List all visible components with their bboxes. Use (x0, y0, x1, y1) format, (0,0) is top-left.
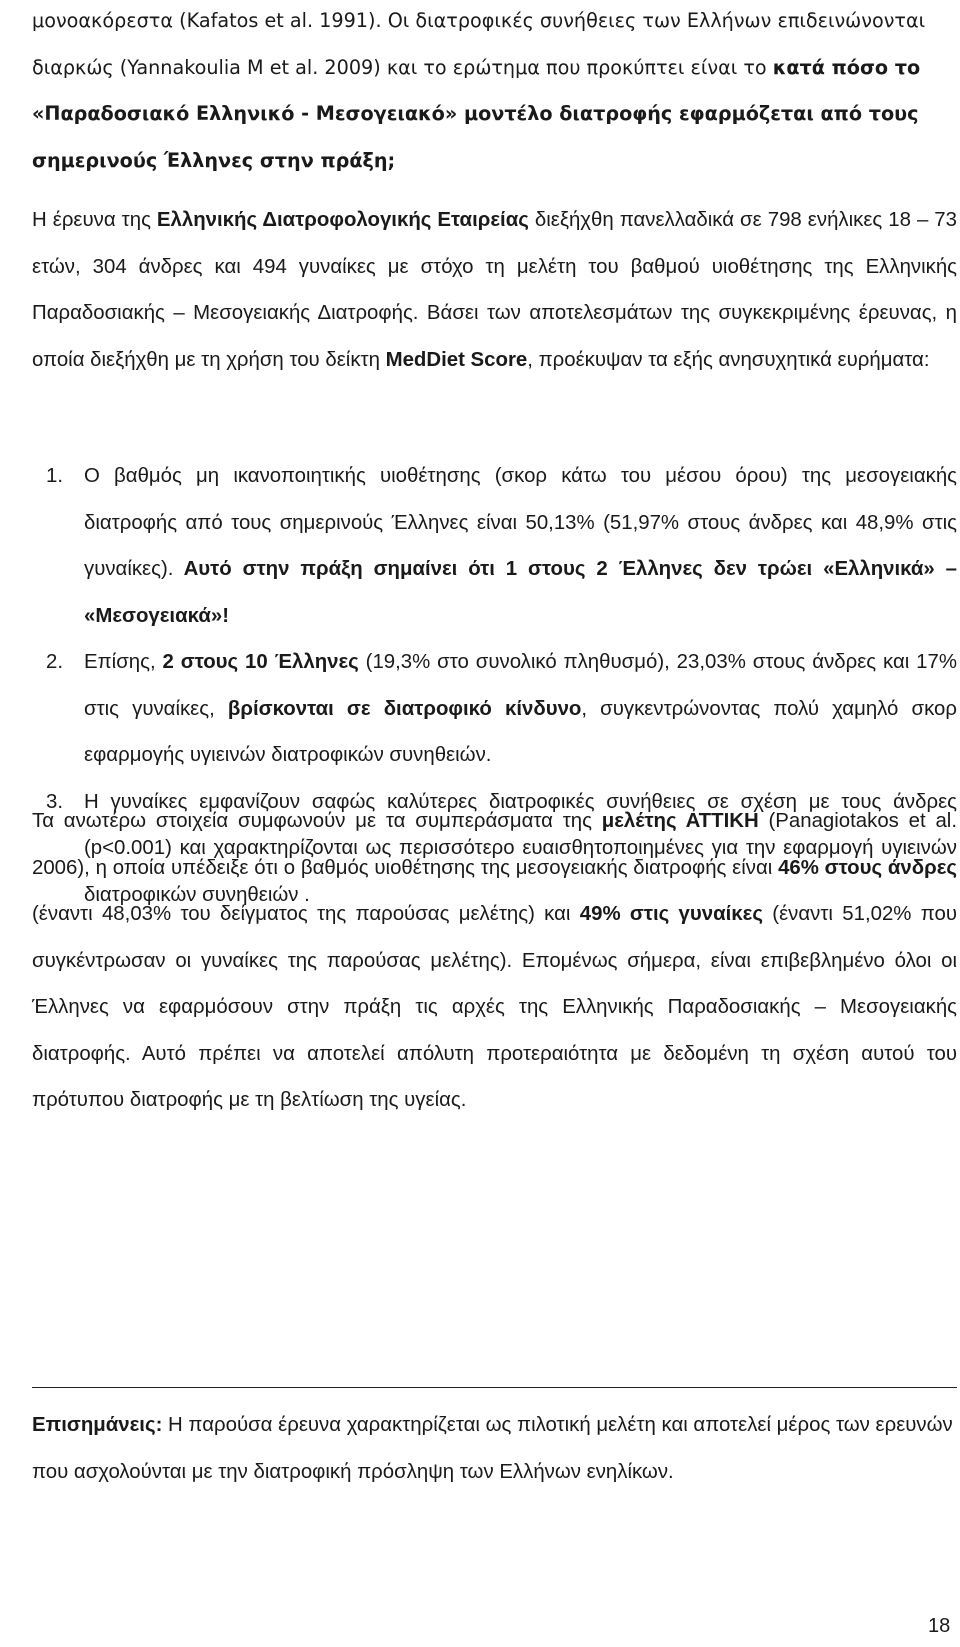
page-number: 18 (928, 1615, 951, 1637)
intro-question-bold: σημερινούς Έλληνες στην πράξη; (32, 148, 396, 172)
finding-text: Επίσης, (84, 651, 163, 673)
intro-text: μονοακόρεστα (Kafatos et al. 1991). Οι διατροφικές συνήθειες των Ελλήνων επιδεινώνονται (32, 9, 926, 32)
finding-text: , συγκεντρώνοντας πολύ χαμηλό σκορ εφαρμογής υγιεινών διατροφικών συνηθειών. (84, 697, 957, 766)
finding-highlight: βρίσκονται σε διατροφικό κίνδυνο (227, 697, 582, 720)
intro-line (32, 91, 957, 138)
notes-paragraph (32, 1402, 957, 1495)
attica-text: Τα ανωτέρω στοιχεία συμφωνούν με τα συμπεράσματα της (32, 810, 602, 832)
attica-paragraph (32, 798, 957, 1124)
society-name: Ελληνικής Διατροφολογικής Εταιρείας (156, 209, 529, 231)
intro-line (32, 0, 957, 45)
intro-question-bold: «Παραδοσιακό Ελληνικό - Μεσογειακό» μοντέλο διατροφής εφαρμόζεται από τους (32, 102, 919, 125)
survey-text: διεξήχθη πανελλαδικά σε 798 ενήλικες 18 – 73 ετών, 304 άνδρες και 494 γυναίκες με στόχο τη μελέτη του βαθμού υιοθέτησης της Ελληνικής Παραδοσιακής – Μεσογειακής Διατροφής. (32, 209, 957, 324)
meddiet-score-term: MedDiet Score (385, 348, 528, 371)
notes-label: Επισημάνεις: (32, 1414, 163, 1436)
finding-highlight: Αυτό στην πράξη σημαίνει ότι 1 στους 2 Έλληνες δεν τρώει «Ελληνικά» – «Μεσογειακά»! (84, 558, 957, 627)
intro-text: διαρκώς (Yannakoulia M et al. 2009) και το ερώτημα που προκύπτει είναι το (32, 55, 773, 79)
intro-question-bold: κατά πόσο το (772, 55, 921, 79)
intro-line (32, 138, 957, 185)
finding-item (32, 453, 957, 639)
finding-number: 1. (46, 465, 64, 487)
survey-text: , προέκυψαν τα εξής ανησυχητικά ευρήματα: (527, 348, 930, 371)
section-divider (32, 1387, 957, 1388)
finding-text: Η γυναίκες εμφανίζουν σαφώς καλύτερες διατροφικές συνήθειες σε σχέση με τους άνδρες (p<0.001) και χαρακτηρίζονται ως περισσότερο ευαισθητοποιημένες για την εφαρμογή υγιεινών διατροφικών συνηθειών . (84, 790, 957, 906)
attica-study-name: μελέτης ΑΤΤΙΚΗ (601, 810, 759, 832)
attica-text: (έναντι 48,03% του δείγματος της παρούσας μελέτης) και (32, 903, 580, 925)
attica-highlight: 46% στους άνδρες (778, 856, 958, 879)
survey-paragraph (32, 197, 957, 383)
intro-line (32, 45, 957, 92)
survey-text: Η έρευνα της (32, 209, 157, 231)
finding-item (32, 639, 957, 779)
finding-text: Ο βαθμός μη ικανοποιητικής υιοθέτησης (σκορ κάτω του μέσου όρου) της μεσογειακής διατροφής από τους σημερινούς Έλληνες είναι 50,13% (51,97% στους άνδρες και 48,9% στις γυναίκες). (84, 465, 957, 580)
finding-text: (19,3% στο συνολικό πληθυσμό), 23,03% στους άνδρες και 17% στις γυναίκες, (84, 651, 957, 720)
attica-text: (Panagiotakos et al. 2006), η οποία υπέδειξε ότι ο βαθμός υιοθέτησης της μεσογειακής διατροφής είναι (32, 810, 957, 879)
attica-highlight: 49% στις γυναίκες (579, 903, 763, 925)
intro-paragraph (32, 0, 957, 184)
finding-number: 2. (46, 651, 64, 673)
finding-number: 3. (46, 790, 64, 813)
survey-text: Βάσει των αποτελεσμάτων της συγκεκριμένης έρευνας, η οποία διεξήχθη με τη χρήση του δείκτη (32, 302, 957, 371)
finding-highlight: 2 στους 10 Έλληνες (162, 651, 359, 673)
attica-text: (έναντι 51,02% που συγκέντρωσαν οι γυναίκες της παρούσας μελέτης). Επομένως σήμερα, είναι επιβεβλημένο όλοι οι Έλληνες να εφαρμόσουν στην πράξη τις αρχές της Ελληνικής Παραδοσιακής – Μεσογειακής διατροφής. Αυτό πρέπει να αποτελεί απόλυτη προτεραιότητα με δεδομένη τη σχέση αυτού του πρότυπου διατροφής με τη βελτίωση της υγείας. (32, 903, 958, 1111)
notes-text: Η παρούσα έρευνα χαρακτηρίζεται ως πιλοτική μελέτη και αποτελεί μέρος των ερευνών που ασχολούνται με την διατροφική πρόσληψη των Ελλήνων ενηλίκων. (32, 1414, 953, 1483)
